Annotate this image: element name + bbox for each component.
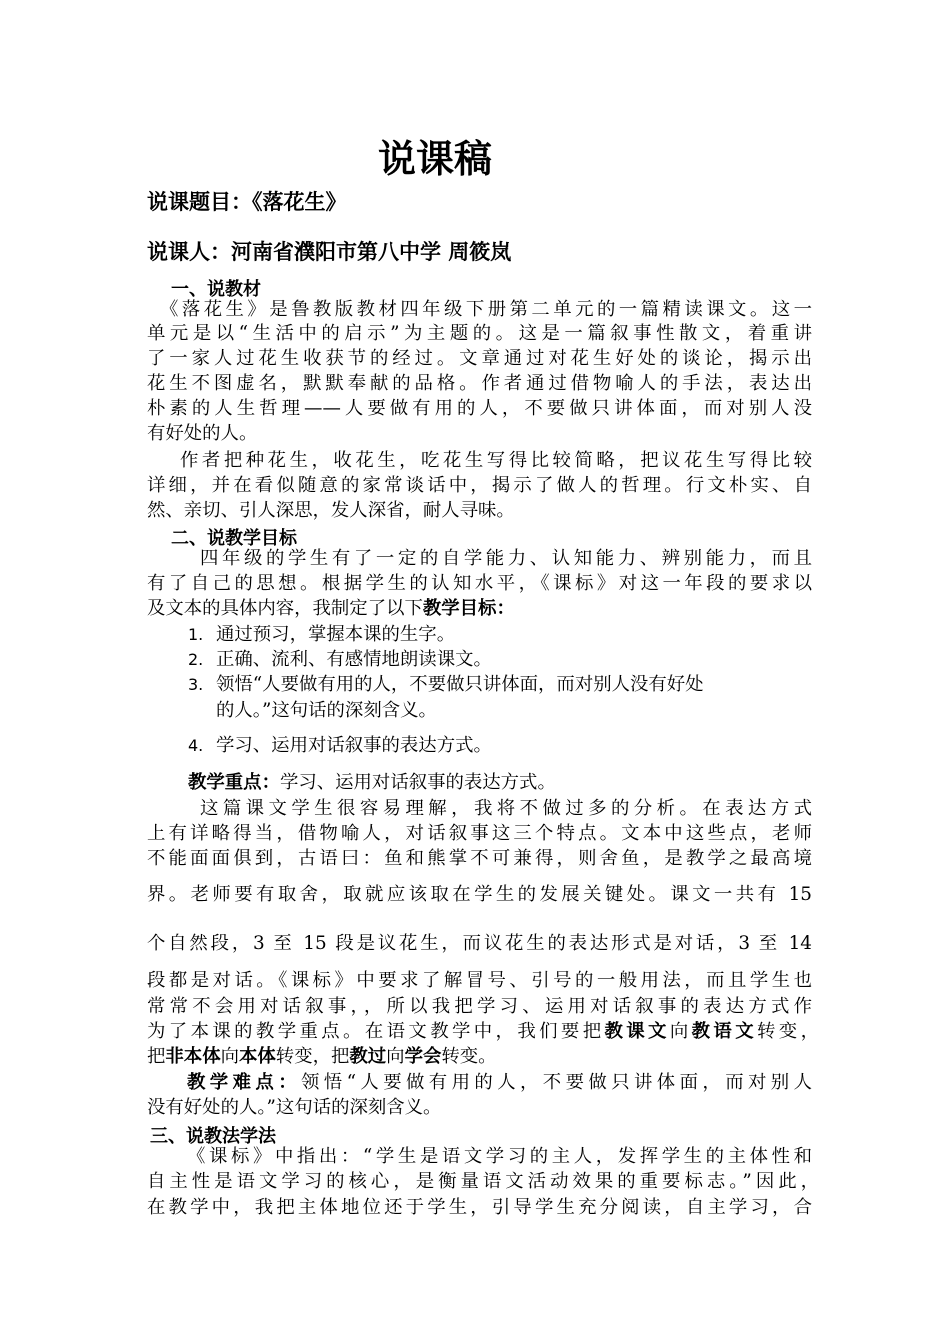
goals-label: 教学目标：: [422, 598, 515, 619]
section-3-heading: 三、说教法学法: [150, 1126, 276, 1147]
bold-term: 本体: [239, 1046, 276, 1067]
section-1-heading: 一、说教材: [171, 279, 261, 300]
list-item: [188, 623, 455, 647]
paragraph-line: 《课标》中指出：“学生是语文学习的主人，发挥学生的主体性和: [187, 1146, 812, 1167]
paragraph-line: 上有详略得当，借物喻人，对话叙事这三个特点。文本中这些点，老师: [147, 823, 812, 844]
paragraph-text: 向: [386, 1046, 405, 1067]
lesson-topic: 说课题目：《落花生》: [147, 190, 347, 214]
paragraph-line: 《落花生》是鲁教版教材四年级下册第二单元的一篇精读课文。这一: [160, 299, 812, 320]
paragraph-line: 详细，并在看似随意的家常谈话中，揭示了做人的哲理。行文朴实、自: [147, 475, 812, 496]
paragraph-text: 为了本课的教学重点。在语文教学中，我们要把: [147, 1021, 605, 1042]
list-item: [188, 673, 704, 697]
page-title: 说课稿: [377, 137, 492, 181]
speaker-line: 说课人：河南省濮阳市第八中学 周筱岚: [147, 240, 512, 264]
paragraph-text: 向: [669, 1021, 692, 1042]
key-point-line: [188, 771, 556, 795]
paragraph-line: 自主性是语文学习的核心，是衡量语文活动效果的重要标志。”因此，: [147, 1171, 819, 1192]
list-text: 学习、运用对话叙事的表达方式。: [216, 735, 492, 756]
list-text: 通过预习，掌握本课的生字。: [216, 624, 456, 645]
difficulty-label: 教学难点：: [187, 1072, 301, 1093]
bold-term: 教课文: [604, 1021, 670, 1042]
list-text: 正确、流利、有感情地朗读课文。: [216, 649, 492, 670]
paragraph-line: 个自然段，3 至 15 段是议花生，而议花生的表达形式是对话，3 至 14: [147, 933, 812, 954]
key-point-text: 学习、运用对话叙事的表达方式。: [279, 772, 556, 793]
paragraph-line: [147, 1020, 819, 1044]
paragraph-text: 转变，: [757, 1021, 819, 1042]
paragraph-line: 界。老师要有取舍，取就应该取在学生的发展关键处。课文一共有 15: [147, 884, 812, 905]
difficulty-text: 领悟“人要做有用的人，不要做只讲体面，而对别人: [301, 1072, 812, 1093]
paragraph-line: 有好处的人。: [147, 423, 258, 444]
paragraph-line: 然、亲切、引人深思，发人深省，耐人寻味。: [147, 500, 515, 521]
paragraph-line: 作者把种花生，收花生，吃花生写得比较简略，把议花生写得比较: [180, 450, 812, 471]
paragraph-line: 不能面面俱到，古语曰：鱼和熊掌不可兼得，则舍鱼，是教学之最高境: [147, 848, 812, 869]
paragraph-line: 在教学中，我把主体地位还于学生，引导学生充分阅读，自主学习，合: [147, 1197, 812, 1218]
paragraph-line: 常常不会用对话叙事，，所以我把学习、运用对话叙事的表达方式作: [147, 996, 812, 1017]
list-item-continued: 的人。”这句话的深刻含义。: [216, 700, 437, 721]
list-number: 2.: [188, 650, 204, 669]
key-point-label: 教学重点：: [188, 772, 280, 793]
bold-term: 教过: [349, 1046, 387, 1067]
bold-term: 非本体: [165, 1046, 221, 1067]
paragraph-line: 有了自己的思想。根据学生的认知水平，《课标》对这一年段的要求以: [147, 573, 812, 594]
section-2-heading: 二、说教学目标: [171, 528, 297, 549]
paragraph-text: 及文本的具体内容，我制定了以下: [147, 598, 423, 619]
paragraph-line: [147, 597, 812, 621]
list-number: 1.: [188, 625, 204, 644]
list-number: 3.: [188, 675, 204, 694]
paragraph-text: 把: [147, 1046, 166, 1067]
list-item: [188, 648, 492, 672]
paragraph-text: 转变。: [441, 1046, 497, 1067]
paragraph-line: 朴素的人生哲理——人要做有用的人，不要做只讲体面，而对别人没: [147, 398, 812, 419]
difficulty-line: [187, 1071, 812, 1095]
bold-term: 教语文: [691, 1021, 757, 1042]
list-number: 4.: [188, 736, 204, 755]
paragraph-line: 没有好处的人。”这句话的深刻含义。: [147, 1097, 442, 1118]
paragraph-line: 这篇课文学生很容易理解，我将不做过多的分析。在表达方式: [200, 798, 812, 819]
bold-term: 学会: [404, 1046, 442, 1067]
paragraph-line: 花生不图虚名，默默奉献的品格。作者通过借物喻人的手法，表达出: [147, 373, 812, 394]
paragraph-line: 段都是对话。《课标》中要求了解冒号、引号的一般用法，而且学生也: [147, 970, 812, 991]
list-text: 领悟“人要做有用的人，不要做只讲体面，而对别人没有好处: [216, 674, 704, 695]
paragraph-text: 转变，把: [275, 1046, 350, 1067]
paragraph-line: 了一家人过花生收获节的经过。文章通过对花生好处的谈论，揭示出: [147, 348, 812, 369]
paragraph-text: 向: [220, 1046, 239, 1067]
paragraph-line: [147, 1045, 812, 1069]
paragraph-line: 单元是以“生活中的启示”为主题的。这是一篇叙事性散文，着重讲: [147, 323, 812, 344]
list-item: [188, 734, 492, 758]
paragraph-line: 四年级的学生有了一定的自学能力、认知能力、辨别能力，而且: [200, 548, 812, 569]
